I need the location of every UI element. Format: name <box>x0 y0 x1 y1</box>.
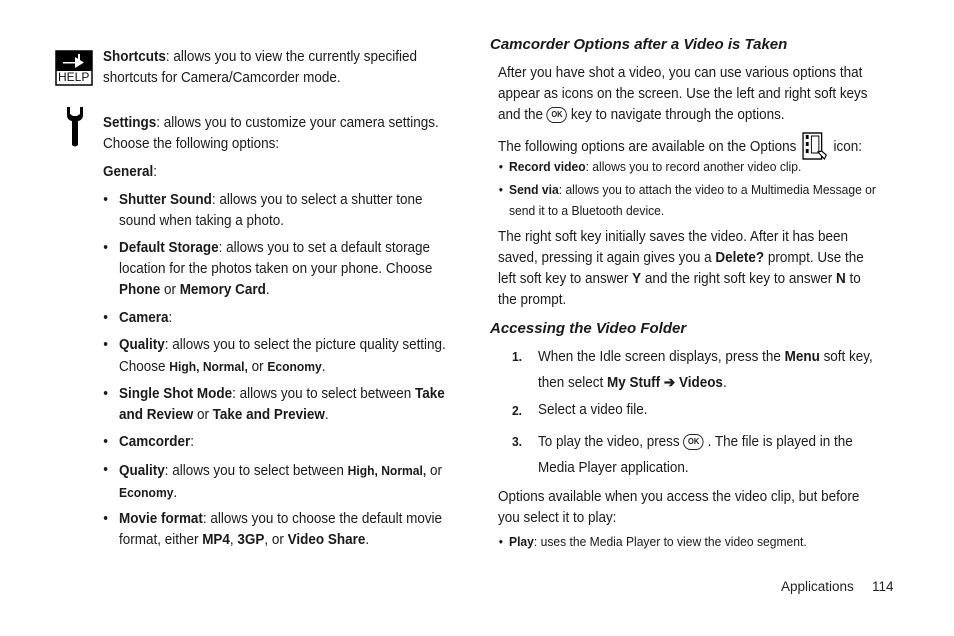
after-shot-text-end: key to navigate through the options. <box>570 107 785 123</box>
single-shot-term: Single Shot Mode <box>119 386 233 402</box>
options-text: The following options are available on the Options <box>498 138 797 155</box>
after-shot-text: After you have shot a video, you can use various options that appear as icons on the screen. Use the left and right soft keys and the <box>498 65 868 123</box>
bullet: • <box>103 434 108 450</box>
take-preview-option: Take and Preview <box>212 407 325 423</box>
comma-or: , or <box>264 532 288 548</box>
bullet: • <box>103 310 108 326</box>
camera-colon: : <box>168 310 173 326</box>
camcorder-colon: : <box>190 434 194 450</box>
step-3 <box>511 429 882 481</box>
bullet: • <box>103 337 108 353</box>
step-2 <box>511 400 882 421</box>
economy-option: Economy <box>267 359 322 374</box>
soft-key-text: The right soft key initially saves the video. After it has been saved, pressing it again gives you a <box>498 229 849 266</box>
step-2-text: Select a video file. <box>538 402 648 418</box>
help-shortcut-icon <box>55 50 93 86</box>
single-shot-item <box>103 384 452 426</box>
step-3-text-2: . The file is played in the Media Player application. <box>538 434 853 476</box>
soft-key-text-2: prompt. Use the left soft key to answer <box>498 250 864 287</box>
general-label: General <box>103 164 154 180</box>
my-stuff-videos-path: My Stuff ➔ Videos <box>606 375 723 391</box>
play-item <box>498 531 881 552</box>
period: . <box>722 375 727 391</box>
comma: , <box>229 532 238 548</box>
3gp-option: 3GP <box>237 532 265 548</box>
quality-item-camcorder <box>103 460 452 504</box>
settings-desc: : allows you to customize your camera settings. Choose the following options: <box>103 115 439 152</box>
movie-format-item <box>103 509 452 551</box>
or-text: or <box>247 359 268 375</box>
shortcuts-desc: : allows you to view the currently specified shortcuts for Camera/Camcorder mode. <box>103 49 418 86</box>
shortcuts-term: Shortcuts <box>103 49 166 65</box>
options-before-play-text: Options available when you access the video clip, but before you select it to play: <box>498 489 860 526</box>
help-icon-label: HELP <box>58 70 90 84</box>
record-video-item <box>498 156 881 177</box>
bullet: • <box>103 462 108 478</box>
shutter-sound-item <box>103 190 452 232</box>
quality-desc: : allows you to select between <box>164 463 348 479</box>
take-review-option: Take and Review <box>119 386 445 423</box>
mp4-option: MP4 <box>202 532 230 548</box>
camcorder-term: Camcorder <box>119 434 191 450</box>
bullet: • <box>498 534 504 549</box>
options-before-play-paragraph <box>498 487 879 529</box>
ok-key-icon: OK <box>683 434 703 450</box>
step-1-text-2: soft key, then select <box>538 349 873 391</box>
bullet: • <box>103 192 108 208</box>
record-video-desc: : allows you to record another video clip. <box>585 159 802 174</box>
bullet: • <box>498 159 504 174</box>
period: . <box>324 407 329 423</box>
send-via-item <box>498 179 881 221</box>
camera-item <box>103 308 452 329</box>
icon-text: icon: <box>833 138 863 155</box>
right-soft-key-paragraph <box>498 227 879 311</box>
page-number: 114 <box>872 579 894 594</box>
settings-term: Settings <box>103 115 157 131</box>
phone-option: Phone <box>119 282 161 298</box>
quality-options: High, Normal, <box>347 463 427 478</box>
soft-key-text-3: and the right soft key to answer <box>641 271 837 287</box>
memory-card-option: Memory Card <box>179 282 266 298</box>
wrench-icon <box>64 106 86 148</box>
default-storage-desc: : allows you to set a default storage location for the photos taken on your phone. Choose <box>119 240 433 277</box>
or-text: or <box>193 407 213 423</box>
settings-paragraph <box>103 113 447 155</box>
quality-term: Quality <box>119 337 165 353</box>
economy-option: Economy <box>119 485 174 500</box>
send-via-term: Send via <box>509 182 559 197</box>
default-storage-term: Default Storage <box>119 240 219 256</box>
period: . <box>365 532 370 548</box>
camcorder-item <box>103 432 452 453</box>
step-3-text: To play the video, press <box>538 434 680 450</box>
play-term: Play <box>509 534 534 549</box>
shortcuts-paragraph <box>103 47 447 89</box>
camcorder-options-heading: Camcorder Options after a Video is Taken <box>490 36 788 53</box>
bullet: • <box>103 511 108 527</box>
send-via-desc: : allows you to attach the video to a Multimedia Message or send it to a Bluetooth device. <box>509 182 876 218</box>
after-shot-paragraph <box>498 63 879 126</box>
quality-desc: : allows you to select the picture quality setting. Choose <box>119 337 446 375</box>
camera-term: Camera <box>119 310 169 326</box>
period: . <box>321 359 326 375</box>
record-video-term: Record video <box>509 159 586 174</box>
step-number: 2. <box>511 403 523 418</box>
or-text: or <box>426 463 442 479</box>
play-desc: : uses the Media Player to view the video segment. <box>533 534 807 549</box>
quality-options: High, Normal, <box>169 359 248 374</box>
step-1 <box>511 344 882 396</box>
default-storage-item <box>103 238 452 301</box>
general-colon: : <box>153 164 157 180</box>
footer-section-label: Applications <box>781 579 854 594</box>
quality-term: Quality <box>119 463 165 479</box>
bullet: • <box>103 386 108 402</box>
yes-key: Y <box>632 271 642 287</box>
shutter-sound-desc: : allows you to select a shutter tone sound when taking a photo. <box>119 192 423 229</box>
period: . <box>173 485 178 501</box>
single-shot-desc: : allows you to select between <box>232 386 416 402</box>
accessing-video-folder-heading: Accessing the Video Folder <box>490 320 687 337</box>
menu-key: Menu <box>784 349 820 365</box>
ok-key-icon: OK <box>547 107 567 123</box>
shutter-sound-term: Shutter Sound <box>119 192 212 208</box>
soft-key-text-4: to the prompt. <box>498 271 861 308</box>
or-text: or <box>160 282 180 298</box>
video-share-option: Video Share <box>287 532 366 548</box>
movie-format-term: Movie format <box>119 511 203 527</box>
quality-item-camera <box>103 335 452 378</box>
period: . <box>265 282 270 298</box>
delete-prompt: Delete? <box>715 250 765 266</box>
movie-format-desc: : allows you to choose the default movie format, either <box>119 511 443 548</box>
general-heading <box>103 162 447 183</box>
step-number: 3. <box>511 434 523 449</box>
step-1-text: When the Idle screen displays, press the <box>538 349 785 365</box>
bullet: • <box>498 182 504 197</box>
no-key: N <box>836 271 846 287</box>
step-number: 1. <box>511 349 523 364</box>
bullet: • <box>103 240 108 256</box>
